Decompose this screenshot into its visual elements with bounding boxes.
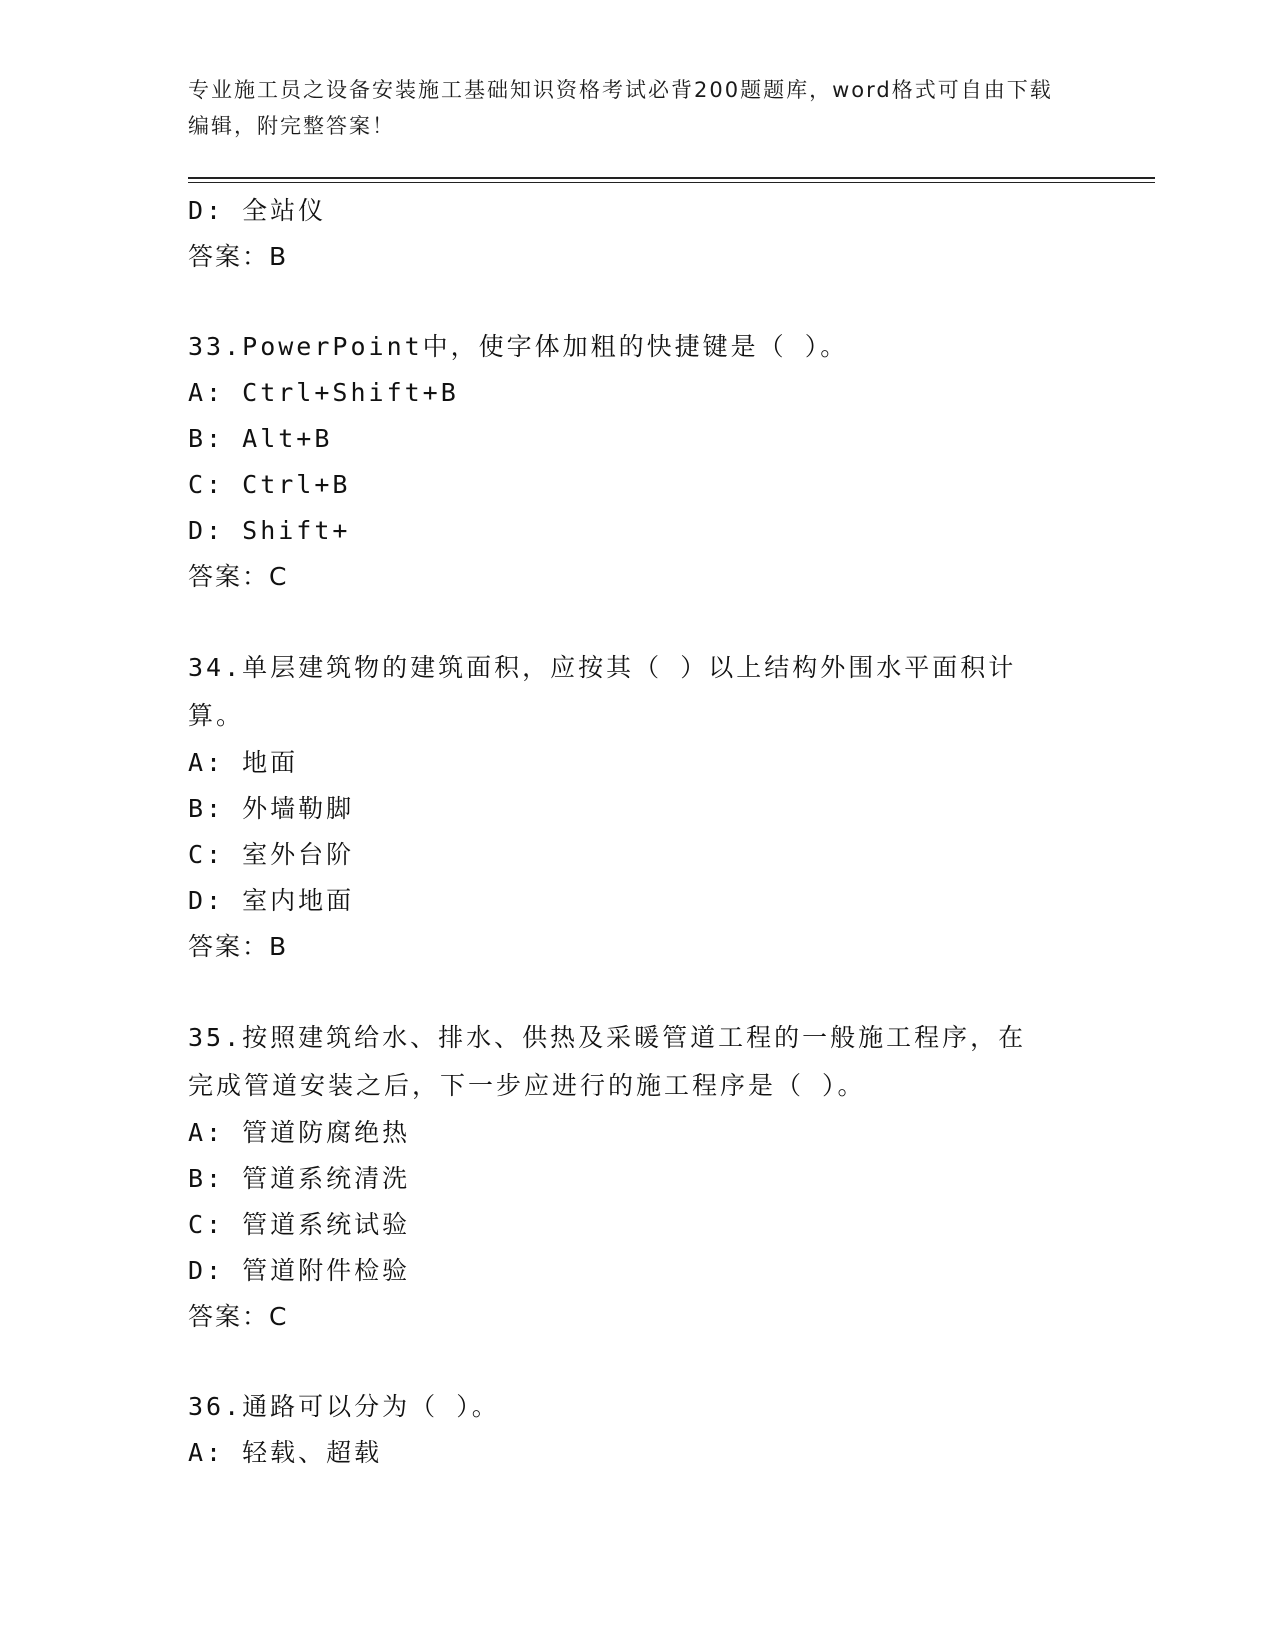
- option-d: D: 全站仪: [188, 196, 327, 225]
- option-a: A: 轻载、超载: [188, 1438, 383, 1467]
- question-stem: 34.单层建筑物的建筑面积，应按其（ ）以上结构外围水平面积计算。: [188, 653, 1017, 730]
- question-36: [188, 1384, 1088, 1476]
- question-stem: 33.PowerPoint中，使字体加粗的快捷键是（ ）。: [188, 332, 849, 361]
- question-list: [188, 188, 1088, 1476]
- question-32-tail: [188, 188, 1088, 280]
- question-35: [188, 1014, 1088, 1340]
- option-c: C: 室外台阶: [188, 840, 355, 869]
- answer: 答案：C: [188, 562, 289, 591]
- question-stem: 35.按照建筑给水、排水、供热及采暖管道工程的一般施工程序，在完成管道安装之后，下一步应进行的施工程序是（ ）。: [188, 1023, 1027, 1100]
- question-stem: 36.通路可以分为（ ）。: [188, 1392, 500, 1421]
- option-d: D: Shift+: [188, 516, 351, 545]
- option-a: A: 管道防腐绝热: [188, 1118, 411, 1147]
- option-a: A: 地面: [188, 748, 299, 777]
- option-b: B: Alt+B: [188, 424, 333, 453]
- option-a: A: Ctrl+Shift+B: [188, 378, 459, 407]
- header-divider-thin: [188, 182, 1155, 183]
- question-33: [188, 324, 1088, 600]
- document-header: 专业施工员之设备安装施工基础知识资格考试必背200题题库，word格式可自由下载编辑，附完整答案！: [188, 78, 1053, 138]
- header-divider: [188, 177, 1155, 179]
- option-c: C: Ctrl+B: [188, 470, 351, 499]
- question-34: [188, 644, 1088, 970]
- option-b: B: 管道系统清洗: [188, 1164, 411, 1193]
- answer: 答案：C: [188, 1302, 289, 1331]
- option-d: D: 室内地面: [188, 886, 355, 915]
- option-c: C: 管道系统试验: [188, 1210, 411, 1239]
- answer: 答案：B: [188, 242, 289, 271]
- answer: 答案：B: [188, 932, 289, 961]
- option-d: D: 管道附件检验: [188, 1256, 411, 1285]
- option-b: B: 外墙勒脚: [188, 794, 355, 823]
